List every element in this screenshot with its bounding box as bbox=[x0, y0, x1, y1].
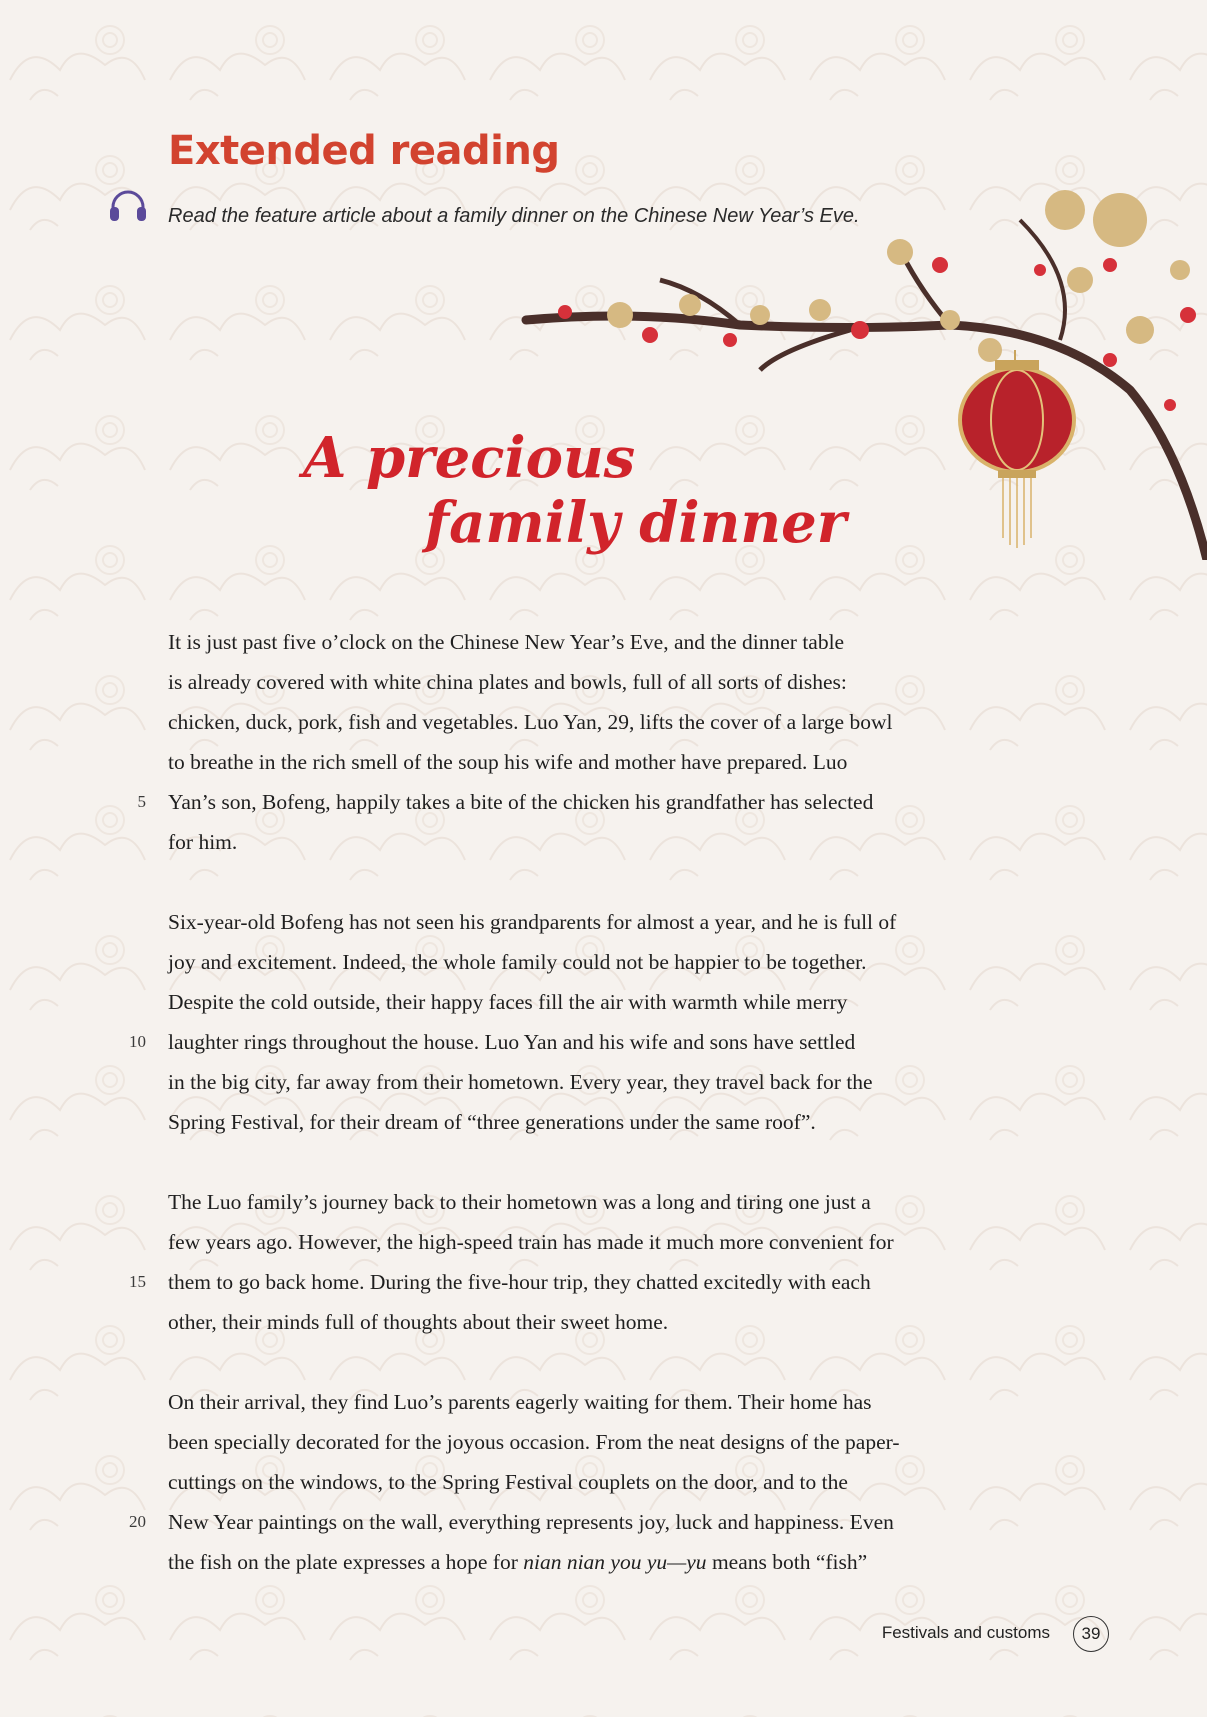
line-text: the fish on the plate expresses a hope for bbox=[168, 1550, 524, 1574]
paragraph-3 bbox=[129, 1182, 1048, 1342]
line-text: chicken, duck, pork, fish and vegetables. Luo Yan, 29, lifts the cover of a large bowl bbox=[168, 710, 893, 734]
text-line bbox=[168, 902, 1048, 942]
text-line bbox=[129, 1022, 1048, 1062]
line-text: few years ago. However, the high-speed train has made it much more convenient for bbox=[168, 1230, 894, 1254]
section-heading: Extended reading bbox=[168, 128, 560, 174]
page-number: 39 bbox=[1073, 1616, 1109, 1652]
text-line bbox=[168, 1462, 1048, 1502]
article-title-line-2: family dinner bbox=[425, 490, 847, 556]
paragraph-1 bbox=[137, 622, 1048, 862]
line-text: joy and excitement. Indeed, the whole family could not be happier to be together. bbox=[168, 950, 867, 974]
line-text: On their arrival, they find Luo’s parents eagerly waiting for them. Their home has bbox=[168, 1390, 872, 1414]
line-text: is already covered with white china plates and bowls, full of all sorts of dishes: bbox=[168, 670, 847, 694]
line-text: to breathe in the rich smell of the soup his wife and mother have prepared. Luo bbox=[168, 750, 848, 774]
line-text: laughter rings throughout the house. Luo Yan and his wife and sons have settled bbox=[168, 1030, 856, 1054]
line-number: 15 bbox=[129, 1272, 146, 1291]
text-line bbox=[168, 982, 1048, 1022]
paragraph-2 bbox=[129, 902, 1048, 1142]
line-text: been specially decorated for the joyous occasion. From the neat designs of the paper- bbox=[168, 1430, 900, 1454]
reading-instruction: Read the feature article about a family dinner on the Chinese New Year’s Eve. bbox=[168, 205, 860, 227]
text-line bbox=[168, 1102, 1048, 1142]
line-text: them to go back home. During the five-hour trip, they chatted excitedly with each bbox=[168, 1270, 871, 1294]
line-text: It is just past five o’clock on the Chinese New Year’s Eve, and the dinner table bbox=[168, 630, 845, 654]
line-text: Six-year-old Bofeng has not seen his grandparents for almost a year, and he is full of bbox=[168, 910, 897, 934]
text-line bbox=[168, 1542, 1048, 1582]
line-text: other, their minds full of thoughts about their sweet home. bbox=[168, 1310, 669, 1334]
text-line bbox=[168, 942, 1048, 982]
line-number: 5 bbox=[137, 792, 146, 811]
text-line bbox=[168, 1222, 1048, 1262]
paragraph-4 bbox=[129, 1382, 1048, 1582]
text-line bbox=[168, 1382, 1048, 1422]
line-text: The Luo family’s journey back to their hometown was a long and tiring one just a bbox=[168, 1190, 871, 1214]
line-text-tail: means both “fish” bbox=[706, 1550, 868, 1574]
text-line bbox=[168, 822, 1048, 862]
text-line bbox=[168, 622, 1048, 662]
text-line bbox=[137, 782, 1048, 822]
line-text: for him. bbox=[168, 830, 238, 854]
article-body bbox=[129, 622, 1048, 1622]
footer-section-label: Festivals and customs bbox=[881, 1623, 1050, 1642]
headphones-icon[interactable] bbox=[108, 188, 148, 224]
line-text: in the big city, far away from their hometown. Every year, they travel back for the bbox=[168, 1070, 873, 1094]
text-line bbox=[168, 1062, 1048, 1102]
text-line bbox=[168, 662, 1048, 702]
line-number: 20 bbox=[129, 1512, 146, 1531]
text-line bbox=[168, 1302, 1048, 1342]
line-text: Yan’s son, Bofeng, happily takes a bite of the chicken his grandfather has selected bbox=[168, 790, 874, 814]
text-line bbox=[168, 1422, 1048, 1462]
line-text: New Year paintings on the wall, everything represents joy, luck and happiness. Even bbox=[168, 1510, 894, 1534]
line-number: 10 bbox=[129, 1032, 146, 1051]
article-title-line-1: A precious bbox=[303, 425, 636, 491]
text-line bbox=[168, 742, 1048, 782]
text-line bbox=[129, 1502, 1048, 1542]
line-text: cuttings on the windows, to the Spring Festival couplets on the door, and to the bbox=[168, 1470, 848, 1494]
text-line bbox=[129, 1262, 1048, 1302]
line-text: Spring Festival, for their dream of “three generations under the same roof”. bbox=[168, 1110, 816, 1134]
pinyin-phrase: nian nian you yu—yu bbox=[523, 1550, 707, 1574]
text-line bbox=[168, 1182, 1048, 1222]
line-text: Despite the cold outside, their happy faces fill the air with warmth while merry bbox=[168, 990, 848, 1014]
text-line bbox=[168, 702, 1048, 742]
